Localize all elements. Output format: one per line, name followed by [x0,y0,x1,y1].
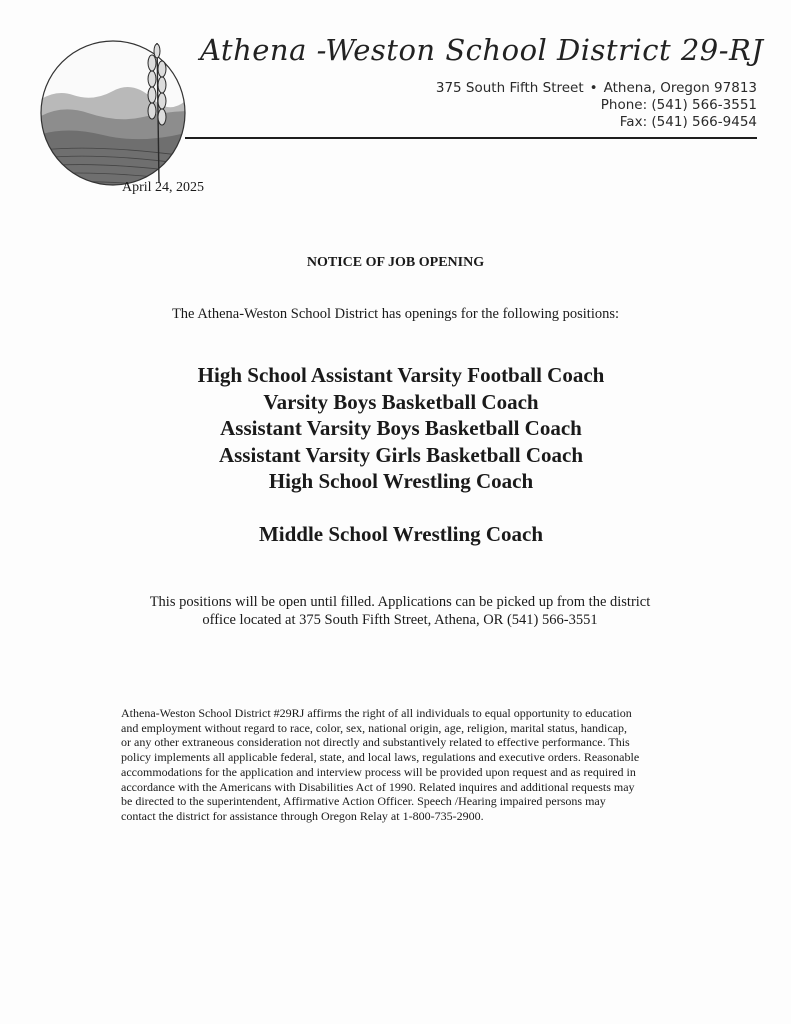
notice-title: NOTICE OF JOB OPENING [306,255,485,270]
phone-number: Phone: (541) 566-3551 [600,97,757,113]
policy-line: or any other extraneous consideration not directly and substantively related to effective performance. This [121,735,630,750]
policy-line: be directed to the superintendent, Affirmative Action Officer. Speech /Hearing impaired persons may [121,794,606,809]
address-line [436,80,757,97]
position-item: High School Assistant Varsity Football Coach [197,363,605,387]
policy-line: accordance with the Americans with Disabilities Act of 1990. Related inquires and additional requests may [121,779,635,794]
positions-list [0,362,791,547]
policy-line: contact the district for assistance through Oregon Relay at 1-800-735-2900. [121,808,484,823]
position-item: High School Wrestling Coach [268,469,534,493]
application-info [0,593,791,629]
policy-line: Athena-Weston School District #29RJ affirms the right of all individuals to equal opportunity to education [121,706,632,720]
street-address: 375 South Fifth Street [435,80,584,96]
position-item: Assistant Varsity Boys Basketball Coach [220,416,582,440]
position-item: Middle School Wrestling Coach [258,521,544,546]
application-info-line: This positions will be open until filled. Applications can be picked up from the district [149,594,651,610]
position-item: Varsity Boys Basketball Coach [263,389,539,414]
policy-line: and employment without regard to race, color, sex, national origin, age, religion, marital status, handicap, [121,720,628,735]
policy-line: policy implements all applicable federal, state, and local laws, regulations and executive orders. Reasonable [121,750,640,765]
policy-line: accommodations for the application and interview process will be provided upon request and as required in [121,764,636,779]
bullet-separator: • [589,80,598,96]
district-contact [436,80,757,131]
district-name: Athena -Weston School District 29-RJ [200,33,764,67]
position-item: Assistant Varsity Girls Basketball Coach [218,442,584,467]
fax-number: Fax: (541) 566-9454 [619,114,757,130]
equal-opportunity-statement [121,706,681,824]
intro-text: The Athena-Weston School District has openings for the following positions: [171,306,620,322]
city-state-zip: Athena, Oregon 97813 [603,80,757,96]
district-logo [33,33,193,193]
header-divider [185,137,757,139]
application-info-line: office located at 375 South Fifth Street, Athena, OR (541) 566-3551 [202,612,598,628]
notice-date: April 24, 2025 [122,180,205,195]
